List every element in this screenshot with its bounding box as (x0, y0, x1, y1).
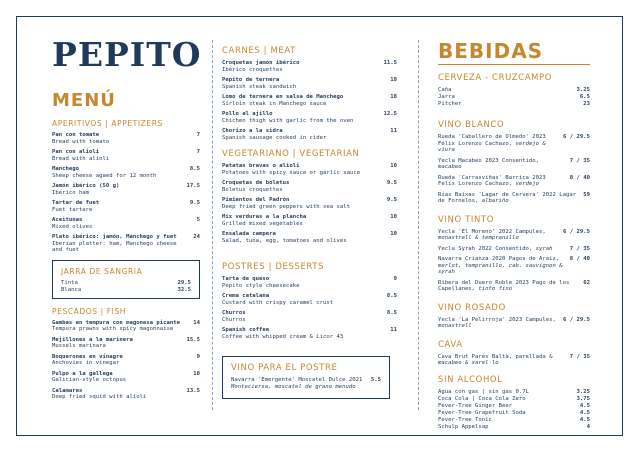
item-name: Yecla Macabeo 2023 Consentido, (438, 157, 540, 164)
item-price: 18 (193, 370, 200, 377)
section-title-vegetariano: VEGETARIANO | VEGETARIAN (222, 149, 360, 159)
item-name: Fever-Tree Grapefruit Soda (438, 409, 526, 416)
item-price: 7 / 35 (569, 353, 590, 360)
item-desc: verdejo & viura (438, 140, 546, 153)
menu-item (222, 231, 397, 244)
item-price: 9.5 (386, 180, 397, 186)
menu-item (52, 217, 200, 230)
sangria-row (61, 280, 191, 287)
item-price: 5 (196, 217, 200, 223)
item-name: Crema catalana (222, 293, 270, 299)
item-desc: Deep fried green peppers with sea salt (222, 203, 350, 210)
drink-row (438, 410, 590, 417)
item-name: Agua con gas | sin gas 0.7L (438, 388, 529, 395)
item-name: Chorizo a la sidra (222, 128, 283, 134)
item-name: Croquetas jamón ibérico (222, 60, 300, 66)
menu-item (222, 94, 397, 107)
item-price: 24 (193, 234, 200, 240)
menu-item (52, 200, 200, 213)
item-price: 6.5 (579, 94, 590, 100)
sangria-row (61, 287, 191, 294)
item-desc: Ibérico ham (52, 189, 90, 196)
drink-row (438, 417, 590, 424)
item-desc: monastrell (438, 323, 472, 329)
list-sin-alcohol (438, 389, 590, 431)
section-title-vino-postre: VINO PARA EL POSTRE (231, 363, 338, 373)
item-name: Jamón ibérico (50 g) (52, 183, 120, 189)
item-price: 6 / 29.5 (563, 316, 590, 323)
menu-item (222, 327, 397, 340)
section-title-postres: POSTRES | DESSERTS (222, 262, 325, 272)
item-price: 18 (390, 77, 397, 83)
item-desc: Mixed olives (52, 223, 93, 230)
menu-item (52, 234, 200, 254)
column-divider (418, 40, 419, 410)
item-price: 3.75 (576, 395, 590, 402)
drink-row (438, 389, 590, 396)
item-desc: Monteciersa, moscatel de grano menudo (231, 383, 356, 390)
item-price: 17.5 (186, 183, 200, 189)
item-price: 3.25 (576, 388, 590, 395)
item-desc: Fuet tartare (52, 206, 93, 213)
item-name: Rías Baixas 'Lagar de Cervera' 2022 Lagar de Fornelos, (438, 191, 577, 204)
item-name: Pollo al ajillo (222, 111, 273, 117)
item-price: 32.5 (177, 286, 191, 293)
item-name: Caña (438, 87, 452, 93)
item-price: 7 / 35 (569, 157, 590, 164)
item-name: Yecla Syrah 2022 Consentido, (438, 245, 533, 252)
item-desc: Bread with tomato (52, 138, 110, 145)
drink-row (438, 403, 590, 410)
item-name: Calamares (52, 387, 83, 394)
item-price: 10 (390, 214, 397, 220)
item-price: 8 / 40 (569, 256, 590, 262)
item-price: 7 / 35 (569, 245, 590, 252)
item-desc: Salad, tuna, egg, tomatoes and olives (222, 237, 347, 244)
item-price: 14 (193, 319, 200, 326)
column-food-middle (222, 38, 397, 405)
menu-title: MENÚ (52, 90, 116, 111)
item-name: Lomo de ternera en salsa de Manchego (222, 94, 344, 100)
item-name: Ribera del Duero Roble 2023 Pago de los Capellanes, (438, 279, 570, 292)
menu-item (52, 388, 200, 401)
item-price: 9 (196, 353, 200, 360)
item-price: 4 (586, 423, 590, 430)
column-food-left (52, 30, 200, 405)
section-title-pescados: PESCADOS | FISH (52, 306, 127, 316)
list-vino-rosado (438, 317, 590, 330)
item-desc: Boletus croquettes (222, 186, 283, 193)
drink-item (438, 175, 590, 188)
section-title-vino-rosado: VINO ROSADO (438, 302, 506, 313)
menu-item (52, 149, 200, 162)
item-price: 8.5 (189, 166, 200, 172)
item-price: 7 (196, 132, 200, 138)
menu-item (222, 293, 397, 306)
list-vino-blanco (438, 134, 590, 205)
menu-item (222, 60, 397, 73)
item-name: Schulp Appelsap (438, 423, 489, 430)
item-price: 9.5 (386, 197, 397, 203)
menu-item (52, 354, 200, 367)
menu-item (222, 111, 397, 124)
item-price: 7 (196, 149, 200, 155)
item-desc: Sirloin steak in Manchego sauce (222, 100, 327, 107)
item-desc: Bread with alioli (52, 155, 110, 162)
section-title-cerveza: CERVEZA - CRUZCAMPO (438, 73, 553, 83)
item-desc: Grilled mixed vegetables (222, 220, 303, 227)
item-price: 9 (393, 276, 397, 282)
menu-item (52, 166, 200, 179)
item-name: Pulpo a la gallega (52, 370, 113, 377)
menu-item (222, 197, 397, 210)
item-price: 11.5 (383, 60, 397, 66)
item-desc: syrah (535, 245, 553, 252)
item-name: Mejillones a la marinera (52, 336, 133, 343)
item-desc: Deep fried squid with alioli (52, 394, 147, 400)
item-price: 4.5 (579, 402, 590, 409)
sangria-box (52, 260, 200, 299)
item-desc: monastrell & tempranillo (438, 235, 519, 241)
item-name: Mix verduras a la plancha (222, 214, 307, 220)
item-price: 11 (390, 327, 397, 333)
column-drinks (438, 30, 590, 431)
list-postres (222, 276, 397, 340)
item-price: 12.5 (383, 111, 397, 117)
item-price: 8 / 40 (569, 174, 590, 181)
menu-item (222, 310, 397, 323)
item-name: Jarra (438, 94, 455, 100)
menu-item (222, 163, 397, 176)
item-desc: verdejo (515, 181, 540, 187)
menu-item (222, 77, 397, 90)
drink-item (438, 256, 590, 276)
item-name: Gambas en tempura con magonesa picante (52, 319, 180, 326)
list-cava (438, 354, 590, 367)
item-name: Yecla 'La Pelirroja' 2023 Campules, (438, 316, 556, 323)
item-name: Navarra Crianza 2020 Pagos de Araiz, (438, 256, 560, 262)
drinks-title: BEBIDAS (438, 39, 544, 63)
menu-item (52, 320, 200, 333)
item-price: 6 / 29.5 (563, 134, 590, 140)
item-price: 4.5 (579, 409, 590, 416)
list-vino-tinto (438, 229, 590, 293)
drink-item (438, 134, 590, 154)
item-name: Rueda 'Caballero de Olmedo' 2023 Félix Lorenzo Cachazo, (438, 134, 546, 147)
item-desc: Sheep cheese agaed for 12 month (52, 172, 157, 179)
item-name: Navarra 'Emergente' Moscatel Dulce 2021 (231, 377, 363, 383)
list-vegetariano (222, 163, 397, 244)
item-desc: tinto fino (478, 286, 513, 292)
item-desc: Anchovies in vinegar (52, 360, 120, 366)
item-desc: Iberian platter: ham, Manchego cheese and fuet (52, 240, 177, 253)
item-name: Churros (222, 310, 246, 316)
item-desc: Coffee with whipped cream & Licor 43 (222, 333, 344, 340)
section-title-vino-tinto: VINO TINTO (438, 214, 495, 225)
brand-logo: PEPITO (52, 35, 202, 74)
item-name: Spanish coffee (222, 327, 270, 333)
item-name: Plato ibérico: jamón, Manchego y fuet (52, 234, 177, 240)
item-price: 8.5 (386, 310, 397, 316)
section-title-sin-alcohol: SIN ALCOHOL (438, 374, 503, 385)
item-desc: Mussels marinara (52, 343, 106, 349)
item-desc: Churros (222, 316, 246, 323)
item-name: Pitcher (438, 101, 462, 107)
item-price: 29.5 (177, 279, 191, 286)
item-desc: merlot, tempranillo, cab. sauvignon & syrah (438, 262, 563, 275)
item-desc: Spanish sausage cooked in cider (222, 134, 327, 141)
item-price: 23 (583, 101, 590, 107)
item-price: 11 (390, 128, 397, 134)
item-price: 4.5 (579, 416, 590, 423)
section-title-vino-blanco: VINO BLANCO (438, 120, 505, 130)
item-price: 6 / 29.5 (563, 228, 590, 235)
drink-item (438, 354, 590, 367)
menu-item (52, 183, 200, 196)
section-title-sangria: JARRA DE SANGRIA (61, 266, 143, 276)
menu-item (231, 377, 381, 390)
menu-item (222, 180, 397, 193)
menu-item (222, 214, 397, 227)
item-desc: Potatoes with spicy sauce or garlic sauce (222, 169, 361, 176)
item-name: Tartar de fuet (52, 200, 100, 206)
item-desc: Pepito style cheesecake (222, 282, 300, 289)
item-price: 3.25 (576, 87, 590, 93)
item-name: Rueda 'Carrasviñas' Barrica 2023 Félix Lorenzo Cachazo, (438, 174, 546, 187)
item-name: Tinta (61, 279, 78, 286)
drink-item (438, 246, 590, 253)
item-desc: macabeo (438, 164, 462, 170)
menu-item (52, 132, 200, 145)
item-name: Blanca (61, 286, 82, 293)
item-name: Patatas bravas o alioli (222, 163, 300, 169)
list-pescados (52, 320, 200, 401)
item-price: 9.5 (189, 200, 200, 206)
item-desc: Ibérico croquettes (222, 66, 283, 73)
item-desc: Spanish steak sandwich (222, 83, 297, 90)
drink-item (438, 229, 590, 242)
item-price: 13.5 (186, 387, 200, 394)
dessert-wine-box (222, 356, 390, 399)
item-name: Fever-Tree Tonic (438, 416, 492, 423)
list-carnes (222, 60, 397, 141)
drink-item (438, 192, 590, 205)
item-name: Manchego (52, 166, 79, 172)
drink-row (438, 424, 590, 431)
item-price: 8.5 (386, 293, 397, 299)
drink-item (438, 158, 590, 171)
drink-item (438, 317, 590, 330)
drink-row (438, 94, 590, 101)
item-name: Fever-Tree Ginger Beer (438, 402, 513, 409)
item-name: Croquetas de boletus (222, 180, 290, 186)
list-aperitivos (52, 132, 200, 254)
item-desc: Tempura prawns with spicy magonnaise (52, 326, 174, 332)
section-title-carnes: CARNES | MEAT (222, 46, 296, 56)
drink-row (438, 396, 590, 403)
menu-item (52, 337, 200, 350)
menu-item (222, 128, 397, 141)
section-title-aperitivos: APERITIVOS | APPETIZERS (52, 119, 163, 128)
item-price: 62 (583, 279, 590, 286)
item-price: 10 (390, 163, 397, 169)
item-name: Ensalada campera (222, 231, 276, 237)
item-name: Coca Cola | Coca Cola Zero (438, 395, 526, 402)
drink-row (438, 101, 590, 108)
item-desc: albariño (481, 198, 509, 204)
item-name: Aceitunas (52, 217, 83, 223)
item-desc: Chichen thigh with garlic from the oven (222, 117, 354, 124)
item-name: Pan con tomate (52, 132, 100, 138)
item-name: Tarta de queso (222, 276, 270, 282)
item-price: 15.5 (186, 336, 200, 343)
title-underline (438, 64, 590, 65)
item-desc: Galician-style octopus (52, 377, 127, 383)
drink-row (438, 87, 590, 94)
item-name: Pan con alioli (52, 149, 100, 155)
item-name: Boquerones en vinagre (52, 353, 123, 360)
item-name: Pepito de ternera (222, 77, 280, 83)
item-desc: macabeo & xarel·lo (438, 360, 499, 366)
item-name: Cava Brut Parés Baltà, parellada & (438, 353, 553, 360)
column-divider (212, 40, 213, 410)
item-desc: Custard with crispy caramel crust (222, 299, 334, 306)
item-name: Yecla 'El Moreno' 2022 Campules, (438, 228, 546, 235)
menu-item (52, 371, 200, 384)
list-cerveza (438, 87, 590, 108)
menu-item (222, 276, 397, 289)
item-price: 10 (390, 231, 397, 237)
item-price: 59 (583, 191, 590, 198)
item-name: Pimientos del Padrón (222, 197, 290, 203)
drink-item (438, 280, 590, 293)
item-price: 18 (390, 94, 397, 100)
section-title-cava: CAVA (438, 339, 463, 350)
item-price: 5.5 (370, 377, 381, 383)
